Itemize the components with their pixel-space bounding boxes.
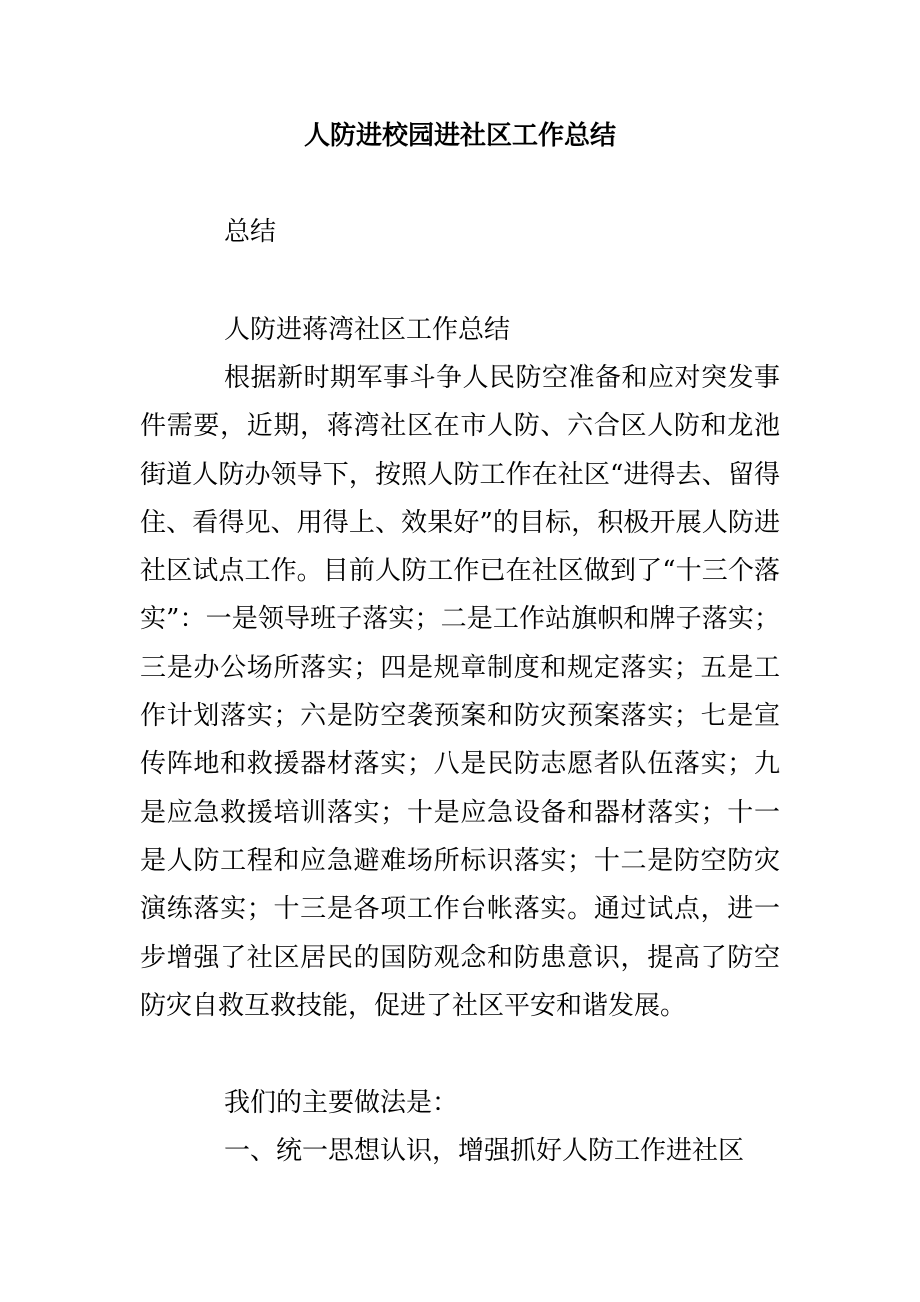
body-paragraph-section-one: 一、统一思想认识，增强抓好人防工作进社区 [224,1136,745,1166]
document-subtitle: 人防进蒋湾社区工作总结 [224,315,511,345]
document-title: 人防进校园进社区工作总结 [303,121,616,151]
body-paragraph-methods-intro: 我们的主要做法是： [224,1088,459,1118]
body-paragraph-main: 根据新时期军事斗争人民防空准备和应对突发事件需要，近期，蒋湾社区在市人防、六合区人防和龙池街道人防办领导下，按照人防工作在社区“进得去、留得住、看得见、用得上、效果好”的目标，积极开展人防进社区试点工作。目前人防工作已在社区做到了“十三个落实”：一是领导班子落实；二是工作站旗帜和牌子落实；三是办公场所落实；四是规章制度和规定落实；五是工作计划落实；六是防空袭预案和防灾预案落实；七是宣传阵地和救援器材落实；八是民防志愿者队伍落实；九是应急救援培训落实；十是应急设备和器材落实；十一是人防工程和应急避难场所标识落实；十二是防空防灾演练落实；十三是各项工作台帐落实。通过试点，进一步增强了社区居民的国防观念和防患意识，提高了防空防灾自救互救技能，促进了社区平安和谐发展。 [140,363,780,1021]
document-category: 总结 [224,217,277,247]
